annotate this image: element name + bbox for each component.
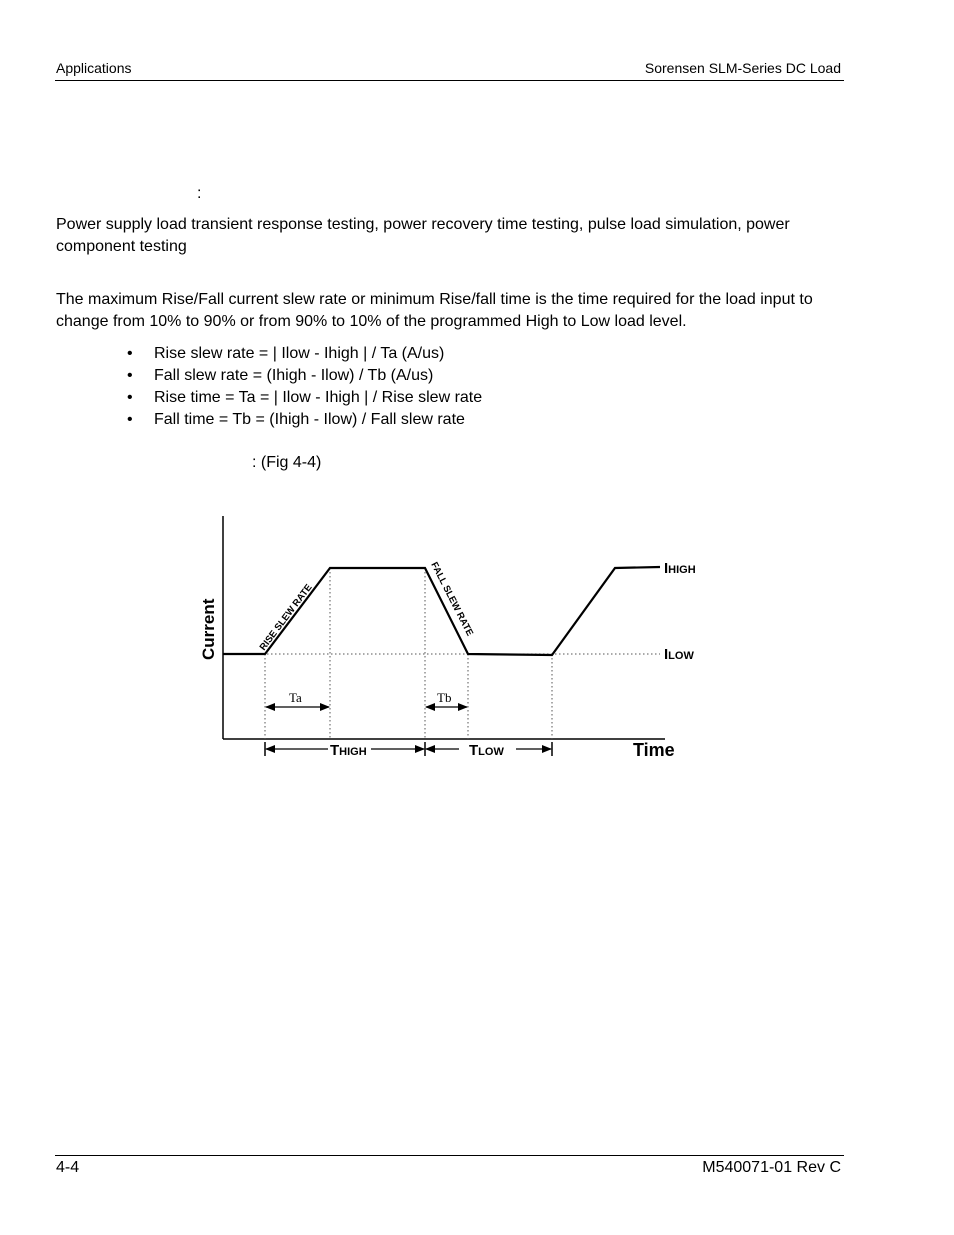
slew-rate-diagram: [190, 505, 710, 775]
header-manual-title: Sorensen SLM-Series DC Load: [644, 60, 841, 76]
applications-paragraph: Power supply load transient response testing, power recovery time testing, pulse load simulation, power component testing: [56, 216, 790, 255]
header-section-title: Applications: [56, 60, 132, 76]
ta-label: Ta: [289, 690, 302, 705]
y-axis-label: Current: [199, 598, 218, 660]
thigh-label: THIGH: [330, 742, 367, 759]
document-revision: M540071-01 Rev C: [702, 1159, 841, 1176]
tb-label: Tb: [437, 690, 452, 705]
slew-rate-paragraph: The maximum Rise/Fall current slew rate or minimum Rise/fall time is the time required for the load input to change from 10% to 90% or from 90% to 10% of the programmed High to Low load level.: [56, 291, 813, 330]
rise-slew-label: RISE SLEW RATE: [257, 582, 315, 653]
list-item: • Rise slew rate = | Ilow - Ihigh | / Ta (A/us): [154, 343, 482, 365]
fall-slew-label: FALL SLEW RATE: [428, 560, 476, 638]
bullet-icon: •: [127, 367, 133, 384]
header-rule: [55, 80, 844, 81]
formula-list: [127, 343, 483, 431]
figure-reference: : (Fig 4-4): [252, 454, 322, 471]
bullet-icon: •: [127, 411, 133, 428]
bullet-icon: •: [127, 389, 133, 406]
bullet-icon: •: [127, 345, 133, 362]
page-number: 4-4: [56, 1159, 80, 1176]
heading-colon: :: [197, 185, 202, 202]
ihigh-label: IHIGH: [664, 560, 696, 577]
ilow-label: ILOW: [664, 646, 694, 663]
tlow-label: TLOW: [469, 742, 504, 759]
list-item: • Rise time = Ta = | Ilow - Ihigh | / Rise slew rate: [154, 387, 482, 409]
list-item: • Fall time = Tb = (Ihigh - Ilow) / Fall slew rate: [154, 409, 482, 431]
list-item: • Fall slew rate = (Ihigh - Ilow) / Tb (A/us): [154, 365, 482, 387]
footer-rule: [55, 1155, 844, 1156]
x-axis-label: Time: [633, 740, 675, 760]
